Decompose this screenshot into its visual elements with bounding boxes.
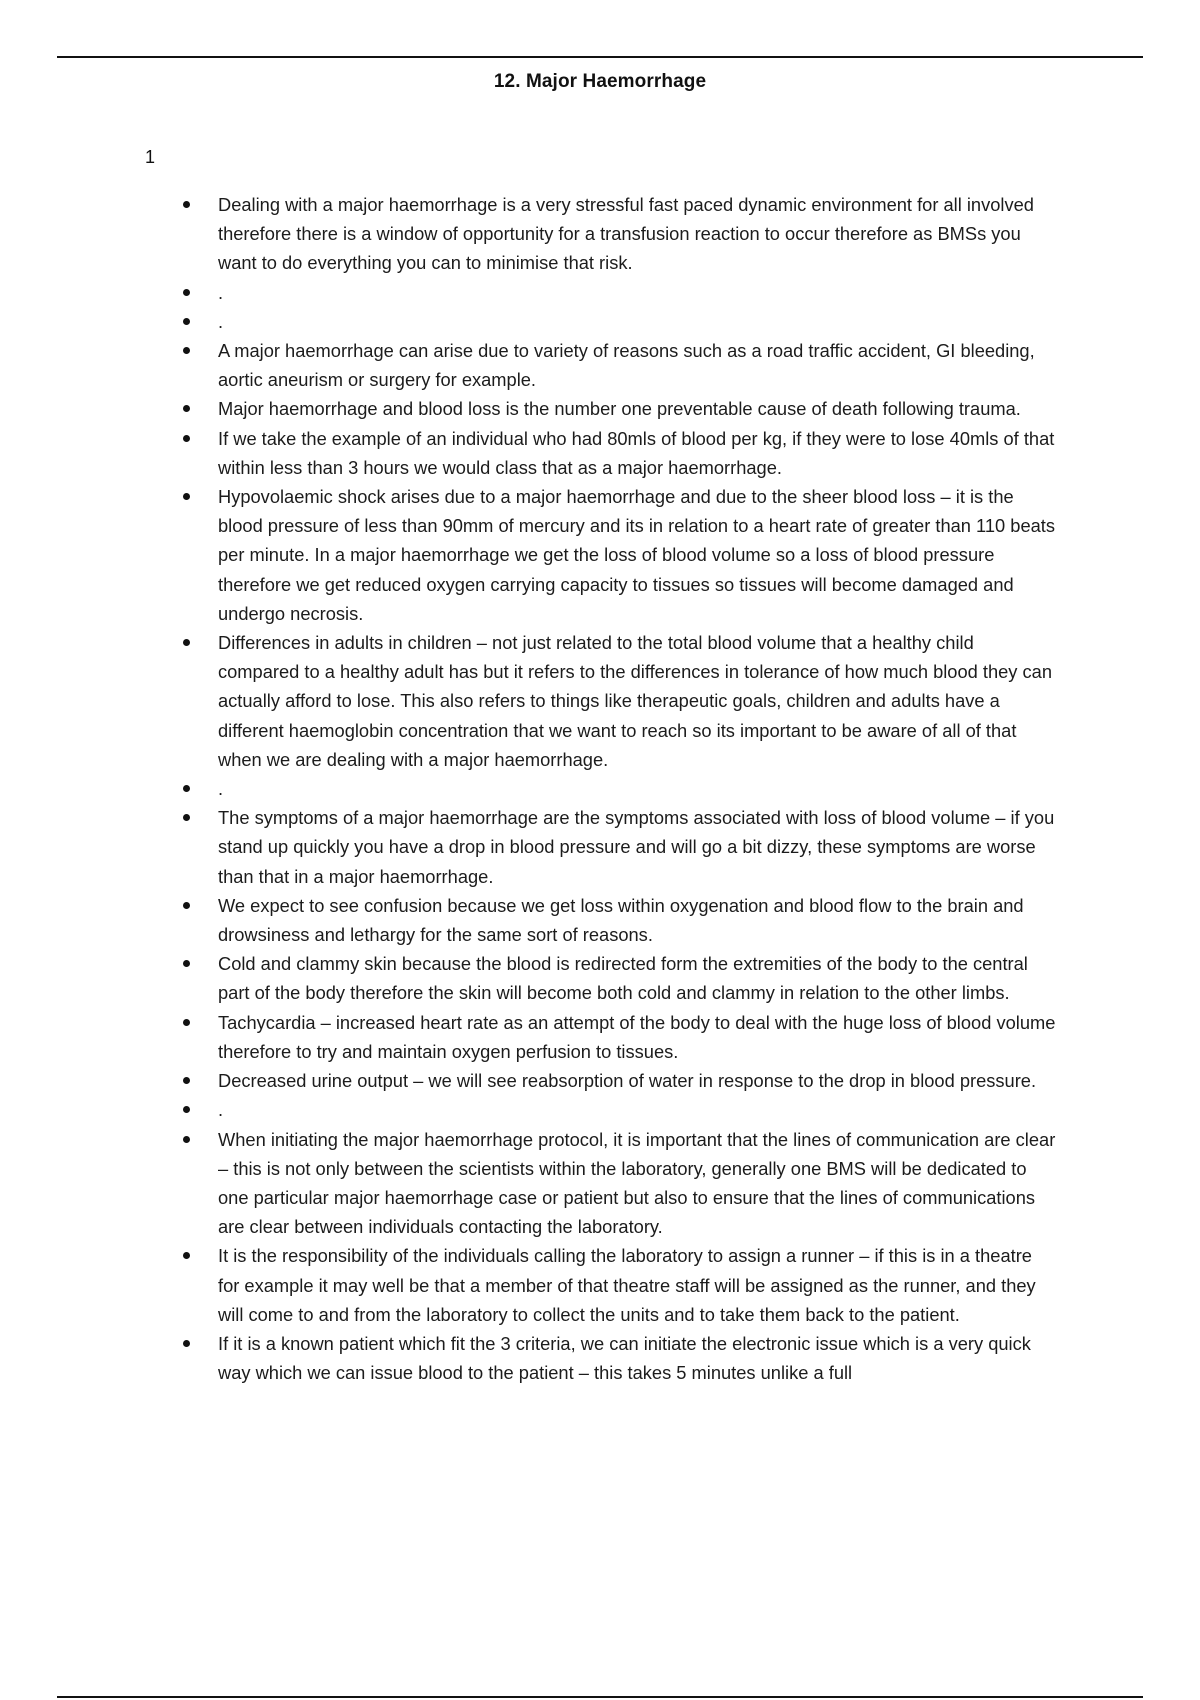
bullet-icon: [183, 493, 190, 500]
bullet-icon: [183, 1252, 190, 1259]
list-item-text: The symptoms of a major haemorrhage are the symptoms associated with loss of blood volume – if you stand up quickly you have a drop in blood pressure and will go a bit dizzy, these symptoms are worse than that in a major haemorrhage.: [218, 807, 1055, 887]
bullet-icon: [183, 318, 190, 325]
bottom-rule: [57, 1696, 1143, 1698]
list-item: [0, 1241, 1058, 1329]
list-item-text: Decreased urine output – we will see reabsorption of water in response to the drop in blood pressure.: [218, 1070, 1037, 1092]
list-item: [0, 307, 1058, 336]
top-rule: [57, 56, 1143, 58]
bullet-icon: [183, 785, 190, 792]
bullet-icon: [183, 1106, 190, 1113]
list-item: [0, 1066, 1058, 1095]
list-item: [0, 424, 1058, 482]
list-item-text: A major haemorrhage can arise due to variety of reasons such as a road traffic accident, GI bleeding, aortic aneurism or surgery for example.: [218, 340, 1035, 391]
list-item: [0, 336, 1058, 394]
list-item: [0, 190, 1058, 278]
list-item: [0, 803, 1058, 891]
list-item: [0, 1125, 1058, 1242]
list-item: [0, 774, 1058, 803]
list-item: [0, 628, 1058, 774]
list-item-text: Hypovolaemic shock arises due to a major haemorrhage and due to the sheer blood loss – it is the blood pressure of less than 90mm of mercury and its in relation to a heart rate of greater than 110 beats per minute. In a major haemorrhage we get the loss of blood volume so a loss of blood pressure therefore we get reduced oxygen carrying capacity to tissues so tissues will become damaged and undergo necrosis.: [218, 486, 1056, 624]
bullet-icon: [183, 639, 190, 646]
bullet-icon: [183, 347, 190, 354]
bullet-list: [0, 190, 1200, 1387]
list-item: [0, 482, 1058, 628]
bullet-icon: [183, 902, 190, 909]
bullet-icon: [183, 289, 190, 296]
bullet-icon: [183, 405, 190, 412]
list-item-text: Cold and clammy skin because the blood is redirected form the extremities of the body to the central part of the body therefore the skin will become both cold and clammy in relation to the other limbs.: [218, 953, 1028, 1004]
list-item: [0, 891, 1058, 949]
list-item-text: .: [218, 310, 224, 332]
list-item: [0, 1008, 1058, 1066]
list-item-text: .: [218, 1099, 224, 1121]
bullet-icon: [183, 814, 190, 821]
section-number: 1: [145, 147, 156, 167]
list-item: [0, 278, 1058, 307]
bullet-icon: [183, 1340, 190, 1347]
list-item-text: Major haemorrhage and blood loss is the number one preventable cause of death following trauma.: [218, 398, 1021, 420]
list-item-text: Differences in adults in children – not just related to the total blood volume that a healthy child compared to a healthy adult has but it refers to the differences in tolerance of how much blood they can actually afford to lose. This also refers to things like therapeutic goals, children and adults have a different haemoglobin concentration that we want to reach so its important to be aware of all of that when we are dealing with a major haemorrhage.: [218, 632, 1052, 770]
list-item-text: It is the responsibility of the individuals calling the laboratory to assign a runner – if this is in a theatre for example it may well be that a member of that theatre staff will be assigned as the runner, and they will come to and from the laboratory to collect the units and to take them back to the patient.: [218, 1245, 1036, 1325]
list-item-text: Dealing with a major haemorrhage is a very stressful fast paced dynamic environment for all involved therefore there is a window of opportunity for a transfusion reaction to occur therefore as BMSs you want to do everything you can to minimise that risk.: [218, 194, 1034, 274]
list-item-text: When initiating the major haemorrhage protocol, it is important that the lines of communication are clear – this is not only between the scientists within the laboratory, generally one BMS will be dedicated to one particular major haemorrhage case or patient but also to ensure that the lines of communications are clear between individuals contacting the laboratory.: [218, 1128, 1056, 1238]
list-item-text: Tachycardia – increased heart rate as an attempt of the body to deal with the huge loss of blood volume therefore to try and maintain oxygen perfusion to tissues.: [218, 1011, 1056, 1062]
list-item-text: If we take the example of an individual who had 80mls of blood per kg, if they were to lose 40mls of that within less than 3 hours we would class that as a major haemorrhage.: [218, 427, 1055, 478]
list-item-text: .: [218, 281, 224, 303]
bullet-icon: [183, 960, 190, 967]
list-item: [0, 1329, 1058, 1387]
list-item-text: We expect to see confusion because we get loss within oxygenation and blood flow to the brain and drowsiness and lethargy for the same sort of reasons.: [218, 894, 1024, 946]
list-item: [0, 949, 1058, 1007]
list-item: [0, 394, 1058, 423]
list-item-text: If it is a known patient which fit the 3 criteria, we can initiate the electronic issue which is a very quick way which we can issue blood to the patient – this takes 5 minutes unlike a full: [218, 1332, 1031, 1384]
bullet-icon: [183, 1077, 190, 1084]
list-item-text: .: [218, 778, 224, 800]
bullet-icon: [183, 201, 190, 208]
bullet-icon: [183, 435, 190, 442]
list-item: [0, 1095, 1058, 1124]
bullet-icon: [183, 1136, 190, 1143]
page-title: 12. Major Haemorrhage: [493, 71, 707, 92]
bullet-icon: [183, 1019, 190, 1026]
